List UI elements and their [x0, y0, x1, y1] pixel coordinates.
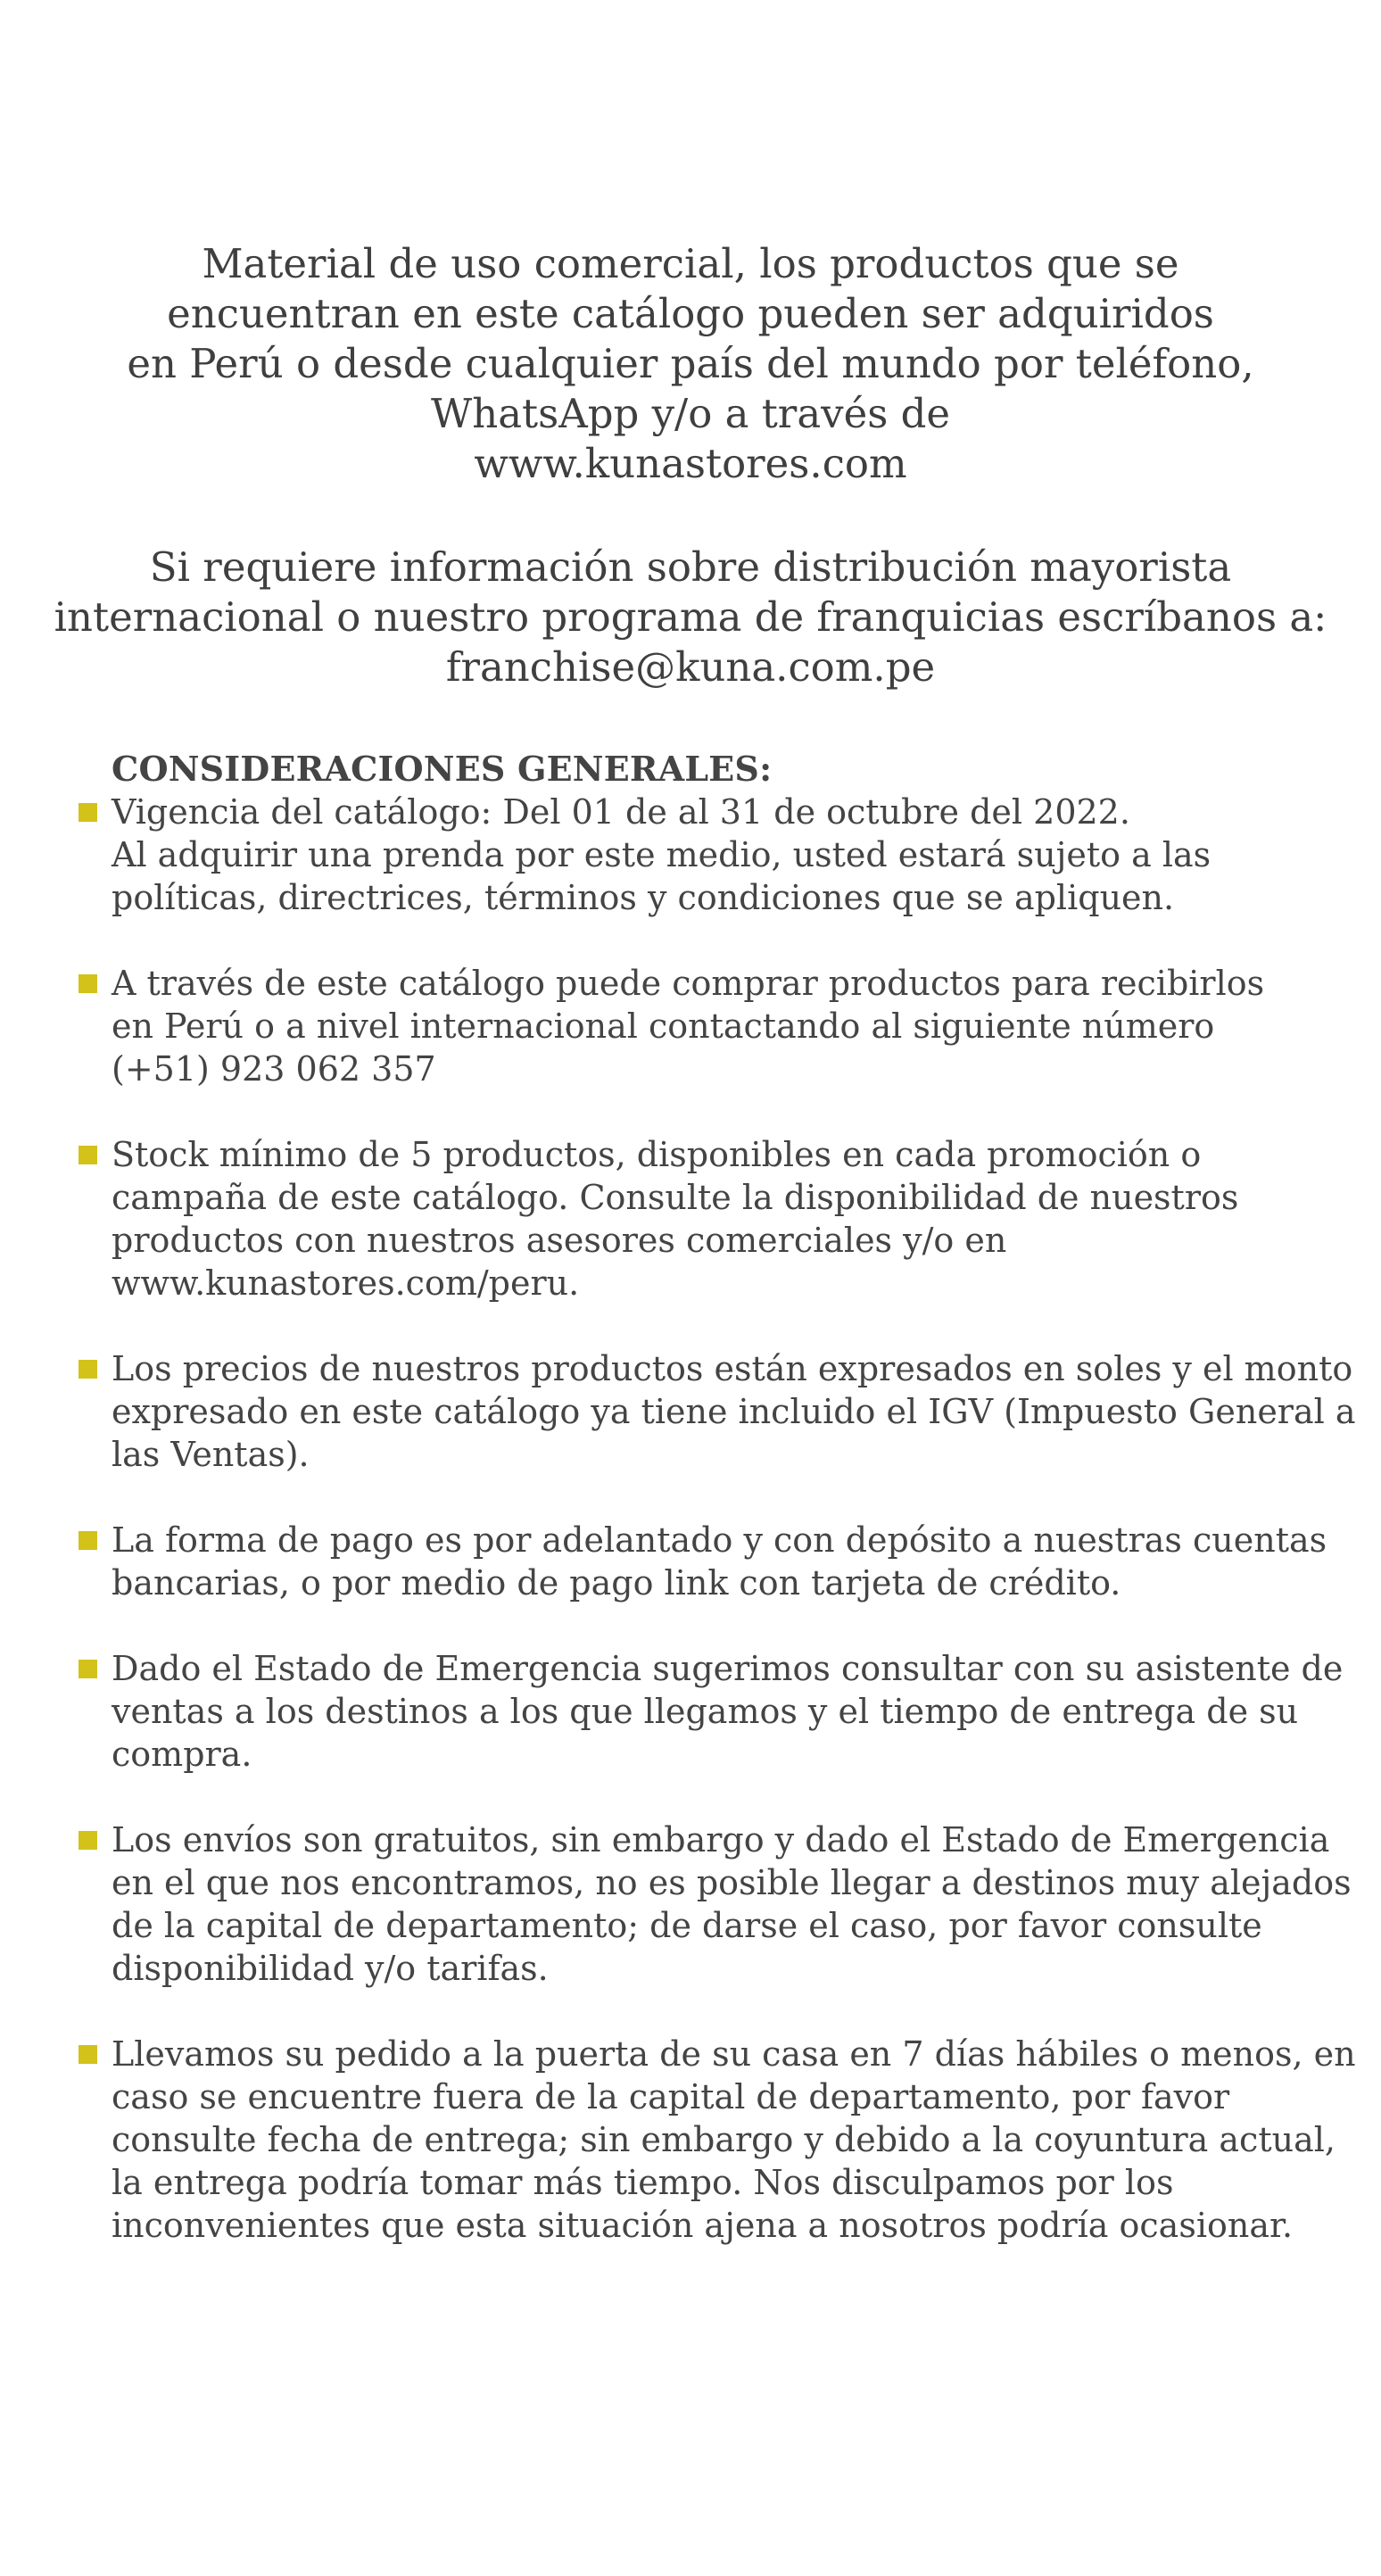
list-item-line: de la capital de departamento; de darse el caso, por favor consulte	[112, 1906, 1262, 1945]
list-item-line: Llevamos su pedido a la puerta de su casa en 7 días hábiles o menos, en	[112, 2034, 1356, 2074]
intro-line: Material de uso comercial, los productos que se	[202, 240, 1179, 287]
list-item-line: Los precios de nuestros productos están expresados en soles y el monto	[112, 1349, 1353, 1388]
intro-line: en Perú o desde cualquier país del mundo por teléfono,	[127, 340, 1254, 387]
list-item-line: la entrega podría tomar más tiempo. Nos disculpamos por los	[112, 2163, 1174, 2202]
square-bullet-icon	[79, 1660, 97, 1678]
franchise-email-link[interactable]: franchise@kuna.com.pe	[445, 643, 936, 691]
square-bullet-icon	[79, 1531, 97, 1550]
square-bullet-icon	[79, 1360, 97, 1379]
list-item	[79, 1133, 1345, 1305]
list-item-line: las Ventas).	[112, 1435, 310, 1474]
list-item-line: A través de este catálogo puede comprar productos para recibirlos	[112, 964, 1265, 1003]
list-item	[79, 1519, 1345, 1604]
general-considerations	[79, 748, 1356, 2247]
intro-commercial-notice	[0, 239, 1381, 489]
intro-line: encuentran en este catálogo pueden ser adquiridos	[167, 290, 1214, 337]
list-item-line: Vigencia del catálogo: Del 01 de al 31 de octubre del 2022.	[112, 792, 1130, 832]
list-item	[79, 2033, 1356, 2247]
store-link[interactable]: www.kunastores.com/peru.	[112, 1263, 580, 1303]
list-item-line: consulte fecha de entrega; sin embargo y debido a la coyuntura actual,	[112, 2120, 1336, 2159]
square-bullet-icon	[79, 2045, 97, 2064]
list-item-line: ventas a los destinos a los que llegamos y el tiempo de entrega de su	[112, 1692, 1299, 1731]
intro-line: internacional o nuestro programa de franquicias escríbanos a:	[54, 593, 1327, 641]
list-item-line: inconvenientes que esta situación ajena a nosotros podría ocasionar.	[112, 2206, 1294, 2245]
list-item-line: La forma de pago es por adelantado y con depósito a nuestras cuentas	[112, 1520, 1327, 1560]
list-item-line: caso se encuentre fuera de la capital de departamento, por favor	[112, 2077, 1230, 2116]
list-item	[79, 1347, 1356, 1476]
intro-franchise-notice	[0, 543, 1381, 692]
list-item	[79, 962, 1345, 1090]
considerations-heading: CONSIDERACIONES GENERALES:	[112, 749, 773, 789]
list-item-line: bancarias, o por medio de pago link con tarjeta de crédito.	[112, 1563, 1121, 1603]
list-item	[79, 1647, 1345, 1776]
list-item-line: Dado el Estado de Emergencia sugerimos consultar con su asistente de	[112, 1649, 1344, 1688]
square-bullet-icon	[79, 1831, 97, 1850]
list-item-line: Los envíos son gratuitos, sin embargo y dado el Estado de Emergencia	[112, 1820, 1330, 1860]
list-item	[79, 1818, 1352, 1990]
phone-number[interactable]: (+51) 923 062 357	[112, 1049, 436, 1089]
intro-line: Si requiere información sobre distribución mayorista	[149, 543, 1232, 591]
list-item-line: disponibilidad y/o tarifas.	[112, 1949, 549, 1988]
list-item-line: en Perú o a nivel internacional contactando al siguiente número	[112, 1006, 1215, 1046]
list-item-line: compra.	[112, 1735, 252, 1774]
list-item-line: expresado en este catálogo ya tiene incluido el IGV (Impuesto General a	[112, 1392, 1356, 1431]
square-bullet-icon	[79, 974, 97, 993]
list-item-line: productos con nuestros asesores comerciales y/o en	[112, 1221, 1007, 1260]
list-item-line: en el que nos encontramos, no es posible llegar a destinos muy alejados	[112, 1863, 1352, 1902]
square-bullet-icon	[79, 803, 97, 822]
square-bullet-icon	[79, 1146, 97, 1164]
intro-line: WhatsApp y/o a través de	[430, 390, 951, 437]
list-item-line: Stock mínimo de 5 productos, disponibles en cada promoción o	[112, 1135, 1202, 1174]
website-link[interactable]: www.kunastores.com	[474, 440, 907, 487]
list-item-line: campaña de este catálogo. Consulte la disponibilidad de nuestros	[112, 1178, 1239, 1217]
list-item-line: Al adquirir una prenda por este medio, usted estará sujeto a las	[112, 835, 1211, 874]
list-item	[79, 791, 1345, 919]
list-item-line: políticas, directrices, términos y condiciones que se apliquen.	[112, 878, 1175, 917]
